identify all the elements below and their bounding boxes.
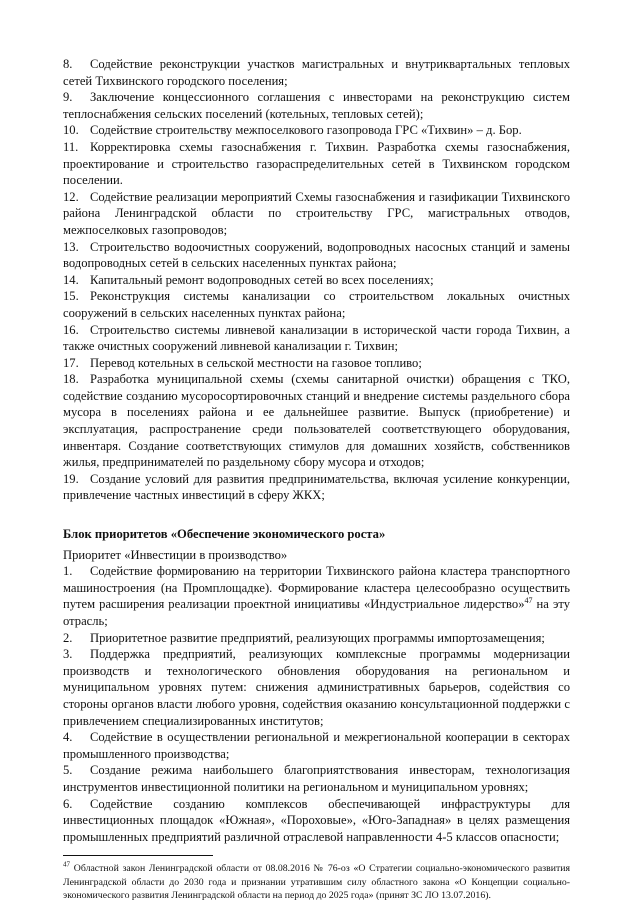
list-item: [63, 56, 570, 89]
item-number: 6.: [63, 796, 73, 811]
footnote-number: 47: [63, 861, 70, 870]
list-item: [63, 122, 570, 139]
item-number: 4.: [63, 730, 73, 745]
list-item: [63, 762, 570, 795]
item-number: 18.: [63, 372, 79, 387]
item-text: Создание условий для развития предпринимательства, включая усиление конкуренции, привлечение частных инвестиций в сферу ЖКХ;: [63, 471, 570, 503]
item-number: 2.: [63, 630, 73, 645]
item-number: 14.: [63, 272, 79, 287]
item-number: 5.: [63, 763, 73, 778]
list-item: [63, 272, 570, 289]
list-item: [63, 89, 570, 122]
item-text: Строительство водоочистных сооружений, водопроводных насосных станций и замены водопроводных сетей в сельских населенных пунктах района;: [63, 239, 570, 271]
list-item: [63, 729, 570, 762]
list-item: [63, 471, 570, 504]
list-item: [63, 646, 570, 729]
item-number: 19.: [63, 471, 79, 486]
list-item: [63, 355, 570, 372]
item-text: Содействие реконструкции участков магистральных и внутриквартальных тепловых сетей Тихвинского городского поселения;: [63, 57, 570, 88]
item-text: Содействие реализации мероприятий Схемы газоснабжения и газификации Тихвинского района Ленинградской области по строительству ГРС, магистральных отводов, межпоселковых газопроводов;: [63, 189, 570, 237]
item-text: Разработка муниципальной схемы (схемы санитарной очистки) обращения с ТКО, содействие созданию мусоросортировочных станций и внедрение системы раздельного сбора мусора в поселениях района и ее дальнейшее развитие. Выпуск (приобретение) и эксплуатация, распространение среди пользователей соответствующего оборудования, инвентаря. Создание соответствующих стимулов для домашних хозяйств, собственников жилья, предпринимателей по раздельному сбору мусора и отходов;: [63, 372, 570, 470]
list-item: [63, 288, 570, 321]
item-number: 12.: [63, 189, 79, 204]
investment-list: [63, 563, 570, 845]
footnote: [63, 862, 570, 902]
footnote-text: Областной закон Ленинградской области от 08.08.2016 № 76-оз «О Стратегии социально-экономического развития Ленинградской области до 2030 года и признании утратившим силу областного закона «О Концепции социально-экономического развития Ленинградской области на период до 2025 года» (принят ЗС ЛО 13.07.2016).: [63, 863, 570, 901]
utilities-list: [63, 56, 570, 504]
item-text: Строительство системы ливневой канализации в исторической части города Тихвин, а также очистных сооружений ливневой канализации г. Тихвин;: [63, 322, 570, 354]
item-text: Приоритетное развитие предприятий, реализующих программы импортозамещения;: [90, 630, 545, 645]
list-item: [63, 563, 570, 629]
list-item: [63, 139, 570, 189]
list-item: [63, 322, 570, 355]
item-text: Капитальный ремонт водопроводных сетей во всех поселениях;: [90, 272, 434, 287]
item-number: 11.: [63, 139, 79, 154]
item-number: 16.: [63, 322, 79, 337]
priority-title: Приоритет «Инвестиции в производство»: [63, 547, 288, 562]
item-number: 17.: [63, 355, 79, 370]
item-number: 8.: [63, 57, 73, 71]
list-item: [63, 239, 570, 272]
item-text-tail: на эту отрасль;: [63, 597, 570, 628]
item-number: 1.: [63, 564, 73, 579]
item-text: Поддержка предприятий, реализующих комплексные программы модернизации производств и технологического обновления оборудования на региональном и муниципальном уровнях путем: снижения административных барьеров, содействия со стороны органов власти любого уровня, содействия оказанию консультационной поддержки с привлечением специализированных институтов;: [63, 647, 570, 728]
list-item: [63, 371, 570, 471]
footnote-divider: [63, 855, 213, 856]
list-item: [63, 796, 570, 846]
item-text: Корректировка схемы газоснабжения г. Тихвин. Разработка схемы газоснабжения, проектирование и строительство газораспределительных сетей в Тихвинском городском поселении.: [63, 139, 570, 188]
item-text: Создание режима наибольшего благоприятствования инвесторам, технологизация инструментов инвестиционной политики на региональном и муниципальном уровнях;: [63, 763, 570, 794]
item-text: Перевод котельных в сельской местности на газовое топливо;: [90, 355, 422, 370]
item-text: Содействие в осуществлении региональной и межрегиональной кооперации в секторах промышленного производства;: [63, 730, 570, 761]
item-text: Содействие формированию на территории Тихвинского района кластера транспортного машиностроения (на Промплощадке). Формирование кластера целесообразно осуществить путем расширения реализации проектной инициативы «Индустриальное лидерство»: [63, 564, 570, 612]
item-number: 13.: [63, 239, 79, 254]
section-heading: Блок приоритетов «Обеспечение экономического роста»: [63, 527, 386, 542]
item-number: 10.: [63, 123, 79, 138]
item-text: Содействие созданию комплексов обеспечивающей инфраструктуры для инвестиционных площадок «Южная», «Пороховые», «Юго-Западная» в целях размещения промышленных предприятий различной отраслевой направленности 4-5 классов опасности;: [63, 796, 570, 844]
item-number: 15.: [63, 289, 79, 304]
item-text: Содействие строительству межпоселкового газопровода ГРС «Тихвин» – д. Бор.: [90, 123, 522, 138]
list-item: [63, 189, 570, 239]
item-text: Реконструкция системы канализации со строительством локальных очистных сооружений в сельских населенных пунктах района;: [63, 289, 570, 320]
item-number: 3.: [63, 647, 73, 662]
item-text: Заключение концессионного соглашения с инвесторами на реконструкцию систем теплоснабжения сельских поселений (котельных, тепловых сетей);: [63, 90, 570, 121]
list-item: [63, 630, 570, 647]
item-number: 9.: [63, 90, 73, 105]
footnote-ref[interactable]: 47: [524, 596, 533, 606]
